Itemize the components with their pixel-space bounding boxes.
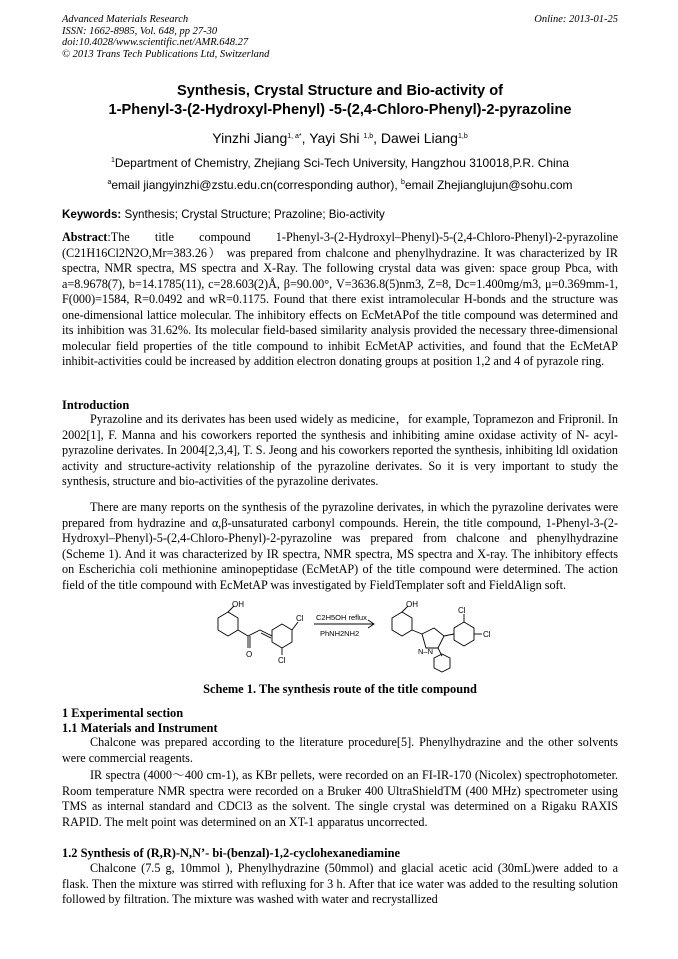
online-date: Online: 2013-01-25: [534, 14, 618, 25]
abstract: [62, 230, 618, 370]
scheme-cl-right-top: Cl: [458, 606, 466, 615]
title-line-2: 1-Phenyl-3-(2-Hydroxyl-Phenyl) -5-(2,4-Chloro-Phenyl)-2-pyrazoline: [108, 102, 572, 118]
scheme-reagent-1: C2H5OH reflux: [316, 613, 367, 622]
n-phenyl-ring: [434, 654, 450, 672]
scheme-cl-left-top: Cl: [296, 614, 304, 623]
right-dichlorophenyl-ring: [454, 622, 474, 646]
scheme-o-left: O: [246, 650, 253, 659]
scheme-reagent-2: PhNH2NH2: [320, 629, 360, 638]
scheme-oh-right: OH: [406, 600, 418, 609]
copyright: © 2013 Trans Tech Publications Ltd, Switzerland: [62, 48, 270, 60]
affiliation: [62, 156, 618, 170]
title-line-1: Synthesis, Crystal Structure and Bio-activity of: [176, 83, 503, 99]
keywords-label: Keywords:: [62, 208, 122, 221]
journal-header: [62, 14, 618, 60]
materials-heading: 1.1 Materials and Instrument: [62, 721, 218, 735]
email-a: email jiangyinzhi@zstu.edu.cn(corresponding author),: [111, 178, 402, 192]
author-3: Dawei Liang: [380, 130, 458, 146]
scheme-oh-left: OH: [232, 600, 244, 609]
affiliation-marker: 1: [110, 157, 115, 164]
abstract-text: :The title compound 1-Phenyl-3-(2-Hydroxyl–Phenyl)-5-(2,4-Chloro-Phenyl)-2-pyrazoline (C21H16Cl2N2O,Mr=383.26） was prepared from chalcone and phenylhydrazine. It was characterized by IR spectra, NMR spectra, MS spectra and X-Ray. The following crystal data was given: space group Pbca, with a=8.9678(7), b=14.1785(11), c=28.603(2)Å, β=90.00°, V=3636.8(5)nm3, Z=8, Dc=1.400mg/m3, μ=0.369mm-1, F(000)=1584, R=0.0492 and wR=0.1175. Found that there exist intramolecular H-bonds and the structure was one-dimensional lattice molecular. The inhibitory effects on EcMetAPof the title compound was determined and its inhibition was 31.62%. Its molecular field-based similarity analysis provided the necessary three-dimensional molecular field properties of the title compound to inhibit EcMetAP activities, and found that the EcMetAP inhibit-activities could be increased by addition electron donating groups at position 1,2 and 4 of pyrazole ring.: [62, 230, 618, 368]
right-phenol-ring: [392, 612, 412, 636]
introduction-paragraph-1: Pyrazoline and its derivates has been used widely as medicine，for example, Topramezon and Fripronil. In 2002[1], F. Manna and his coworkers reported the synthesis and inhibiting amine oxidase activity of N- acyl-pyrazoline derivates. In 2004[2,3,4], T. S. Jeong and his coworkers reported the synthesis, inhibiting ldl oxidation activity and structure-activity relationship of the pyrazoline derivates. So it is very important to study the synthesis, structure and bio-activities of the pyrazoline derivates.: [62, 412, 618, 488]
left-phenol-ring: [218, 612, 238, 636]
pyrazoline-ring: [422, 628, 444, 648]
author-2-affil: 1,b: [363, 133, 374, 140]
author-1: Yinzhi Jiang: [212, 130, 288, 146]
email-line: $^a$email jiangyinzhi@zstu.edu.cn(corresponding author), $^b$email Zhejianglujun@sohu.com: [107, 178, 573, 192]
doi: doi:10.4028/www.scientific.net/AMR.648.27: [62, 37, 249, 49]
issn: ISSN: 1662-8985, Vol. 648, pp 27-30: [62, 25, 218, 37]
experimental-heading: 1 Experimental section: [62, 706, 184, 720]
paper-title: [62, 82, 618, 120]
synthesis-heading: 1.2 Synthesis of (R,R)-N,N’- bi-(benzal)-1,2-cyclohexanediamine: [62, 846, 400, 860]
keywords-text: Synthesis; Crystal Structure; Prazoline; Bio-activity: [121, 208, 385, 221]
journal-name: Advanced Materials Research: [62, 14, 189, 25]
left-dichlorophenyl-ring: [272, 624, 292, 648]
introduction-heading: Introduction: [62, 398, 130, 412]
scheme-cl-left-bottom: Cl: [278, 656, 286, 665]
scheme-cl-right-side: Cl: [483, 630, 491, 639]
author-list: Yinzhi Jiang$^{1, a*}$, Yayi Shi $^{1,b}$, Dawei Liang$^{1,b}$: [212, 130, 468, 146]
materials-paragraph-1: Chalcone was prepared according to the literature procedure[5]. Phenylhydrazine and the other solvents were commercial reagents.: [62, 735, 618, 765]
introduction-paragraph-2: There are many reports on the synthesis of the pyrazoline derivates, in which the pyrazoline derivates were prepared from hydrazine and α,β-unsaturated carbonyl compounds. Herein, the title compound, 1-Phenyl-3-(2-Hydroxyl–Phenyl)-5-(2,4-Chloro-Phenyl)-2-pyrazoline was prepared from chalcone and phenylhydrazine (Scheme 1). And it was characterized by IR spectra, NMR spectra, MS spectra and X-ray. The inhibitory effects on Escherichia coli methionine aminopeptidase (EcMetAP) of the title compound were determined. The action field of the title compound with EcMetAP was investigated by FieldTemplater soft and FieldAlign soft.: [62, 500, 618, 592]
email-b: email Zhejianglujun@sohu.com: [404, 178, 573, 192]
synthesis-scheme: [196, 598, 516, 676]
materials-paragraph-2: IR spectra (4000～400 cm-1), as KBr pellets, were recorded on an FI-IR-170 (Nicolex) spectrophotometer. Room temperature NMR spectra were recorded on a Bruker 400 UltraShieldTM (400 MHz) spectrometer using TMS as internal standard and CDCl3 as the solvent. The single crystal was determined on a Rigaku RAXIS RAPID. The melt point was determined on an XT-1 apparatus uncorrected.: [62, 768, 618, 829]
affiliation-text: Department of Chemistry, Zhejiang Sci-Tech University, Hangzhou 310018,P.R. China: [114, 156, 570, 170]
author-3-affil: 1,b: [457, 133, 468, 140]
author-1-affil: 1, a*: [287, 133, 302, 140]
synthesis-paragraph: Chalcone (7.5 g, 10mmol ), Phenylhydrazine (50mmol) and glacial acetic acid (30mL)were added to a flask. Then the mixture was stirred with refluxing for 3 h. After that ice water was added to the resulting solution followed by filtration. The mixture was washed with water and recrystallized: [62, 861, 618, 906]
scheme-n-n: N–N: [418, 647, 434, 656]
keywords: [62, 208, 618, 221]
scheme-caption: Scheme 1. The synthesis route of the title compound: [203, 682, 477, 696]
author-2: Yayi Shi: [309, 130, 364, 146]
abstract-label: Abstract: [62, 230, 108, 244]
